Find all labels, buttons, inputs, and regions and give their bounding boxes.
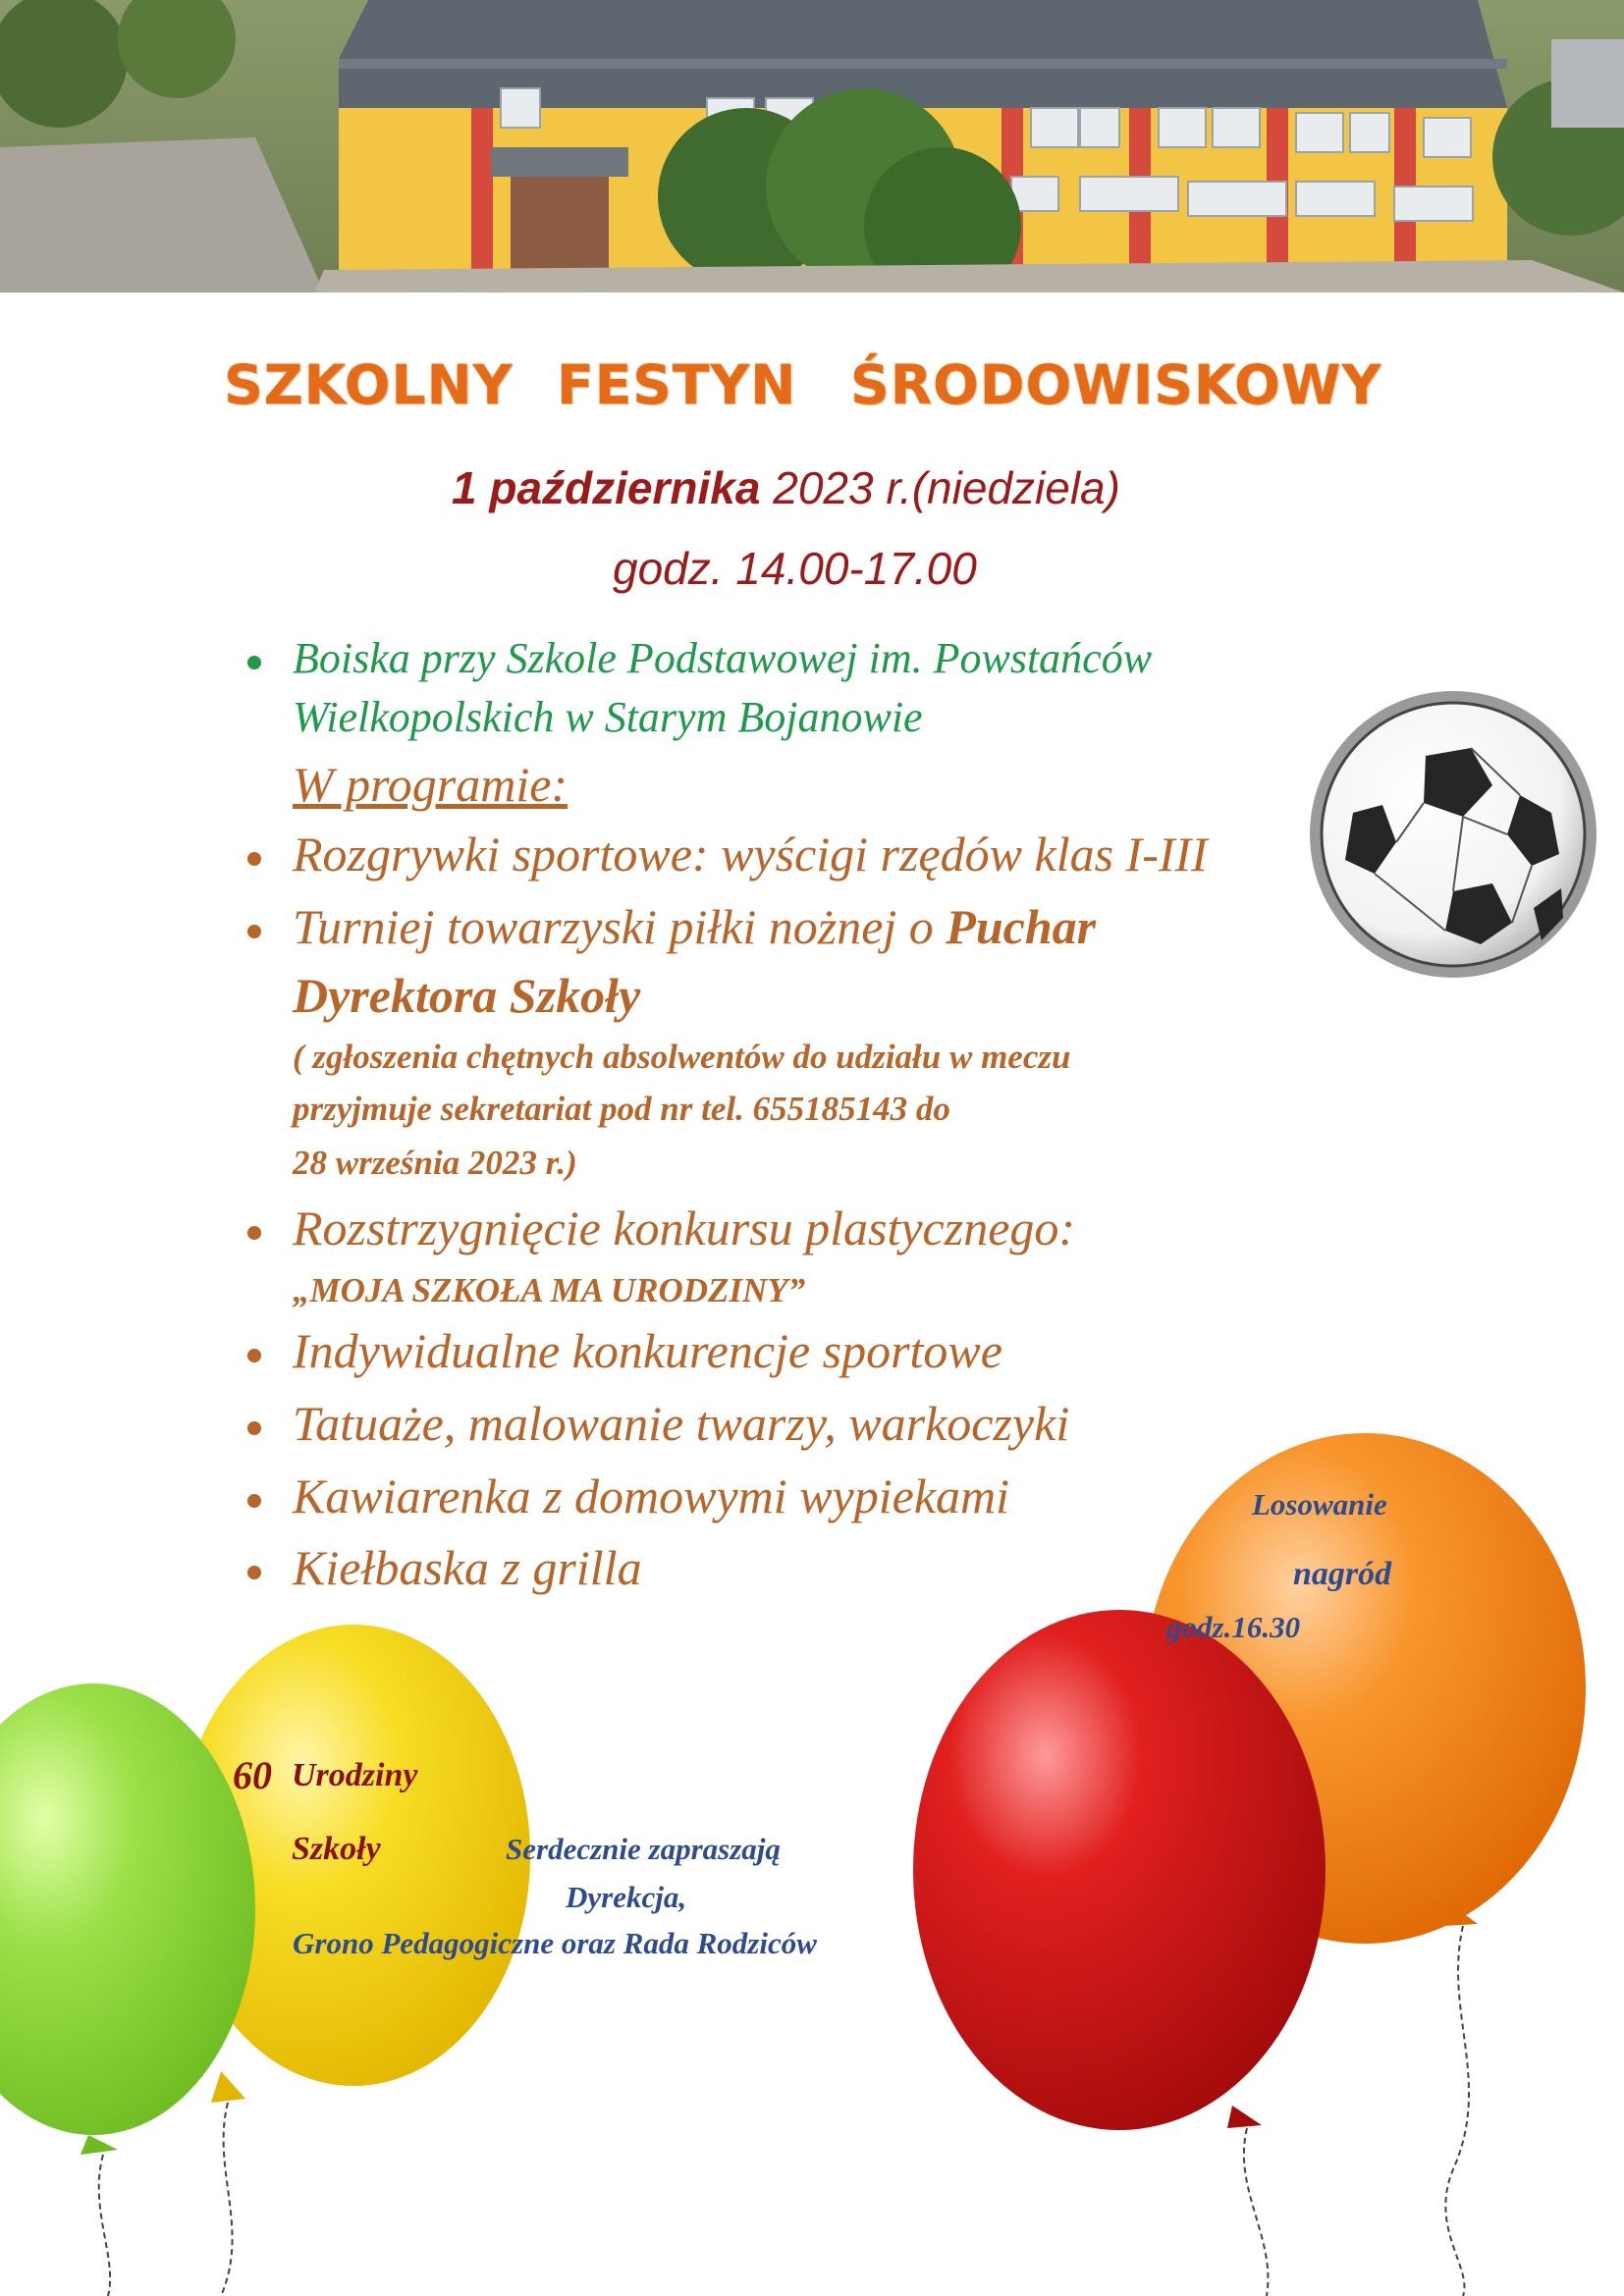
anniversary-number: 60 <box>233 1753 272 1797</box>
program-item-6: Kawiarenka z domowymi wypiekami <box>293 1468 1010 1523</box>
raffle-time: godz.16.30 <box>1166 1610 1301 1644</box>
balloons-illustration <box>0 1414 1624 2296</box>
program-heading: W programie: <box>293 757 568 812</box>
invite-line-3: Grono Pedagogiczne oraz Rada Rodziców <box>293 1926 817 1960</box>
title-word-1: SZKOLNY <box>224 353 514 416</box>
bullet-icon <box>247 1226 261 1240</box>
program-item-2 <box>293 898 1096 955</box>
green-balloon <box>0 1683 255 2296</box>
bullet-icon <box>247 656 261 669</box>
bullet-icon <box>247 1349 261 1362</box>
program-item-2-bold: Puchar <box>946 899 1097 954</box>
program-item-7: Kiełbaska z grilla <box>293 1540 642 1595</box>
anniversary-word-1: Urodziny <box>292 1757 418 1793</box>
title-word-2: FESTYN <box>557 353 797 416</box>
event-date-bold: 1 października <box>452 462 761 513</box>
program-item-4: Indywidualne konkurencje sportowe <box>293 1323 1002 1378</box>
registration-note-line-1: ( zgłoszenia chętnych absolwentów do udziału w meczu <box>293 1038 1071 1076</box>
program-item-5: Tatuaże, malowanie twarzy, warkoczyki <box>293 1396 1070 1451</box>
program-item-3: Rozstrzygnięcie konkursu plastycznego: <box>293 1201 1076 1255</box>
bullet-icon <box>247 925 261 938</box>
program-item-2-continuation: Dyrektora Szkoły <box>293 968 641 1023</box>
red-balloon <box>913 1610 1326 2296</box>
title-word-3: ŚRODOWISKOWY <box>850 353 1382 416</box>
event-date <box>452 461 1120 514</box>
program-item-2-text: Turniej towarzyski piłki nożnej o <box>293 899 947 954</box>
event-time: godz. 14.00-17.00 <box>613 543 977 594</box>
registration-note-line-3: 28 września 2023 r.) <box>293 1144 577 1182</box>
soccer-ball-icon <box>1306 687 1600 982</box>
raffle-line-1: Losowanie <box>1252 1487 1387 1522</box>
program-item-1: Rozgrywki sportowe: wyścigi rzędów klas I-III <box>293 827 1208 881</box>
venue-line-1: Boiska przy Szkole Podstawowej im. Powstańców <box>293 634 1153 682</box>
contest-title: „MOJA SZKOŁA MA URODZINY” <box>293 1271 806 1309</box>
raffle-line-2: nagród <box>1293 1556 1392 1592</box>
anniversary-word-2: Szkoły <box>292 1831 381 1867</box>
venue-line-2: Wielkopolskich w Starym Bojanowie <box>293 693 923 741</box>
invite-line-2: Dyrekcja, <box>566 1880 687 1914</box>
bullet-icon <box>247 852 261 866</box>
registration-note-line-2: przyjmuje sekretariat pod nr tel. 655185143 do <box>293 1090 950 1128</box>
event-date-rest: 2023 r.(niedziela) <box>773 462 1120 513</box>
school-building-photo <box>0 0 1624 293</box>
invite-line-1: Serdecznie zapraszają <box>506 1832 781 1866</box>
